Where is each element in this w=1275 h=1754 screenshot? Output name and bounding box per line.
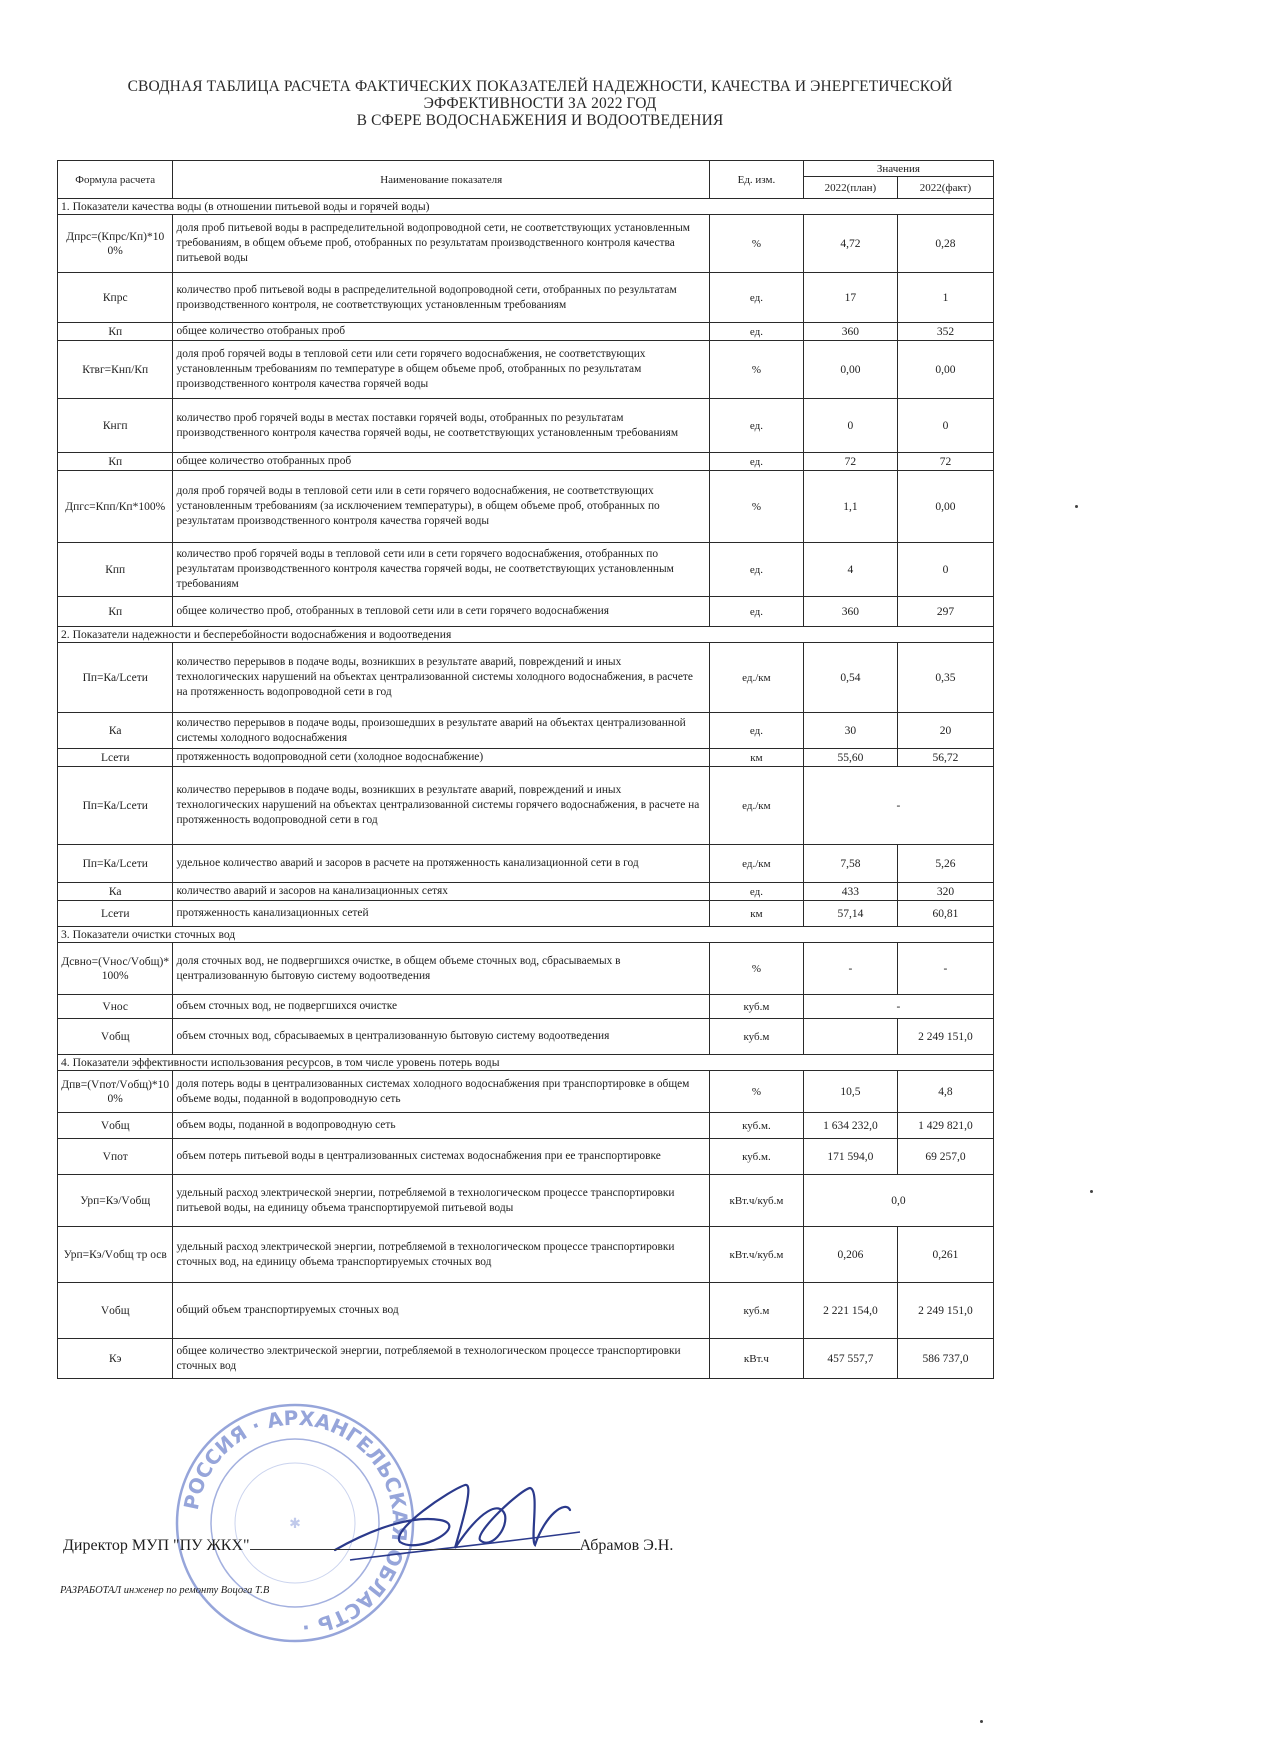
unit-cell: кВт.ч/куб.м xyxy=(709,1175,803,1227)
table-row xyxy=(58,1019,994,1055)
formula-cell: Дпв=(Vпот/Vобщ)*100% xyxy=(58,1071,173,1113)
unit-cell: % xyxy=(709,943,803,995)
formula-cell: Ктвг=Кнп/Кп xyxy=(58,341,173,399)
plan-value-cell: 57,14 xyxy=(803,901,897,927)
indicator-name-cell: количество проб питьевой воды в распределительной водопроводной сети, отобранных по результатам производственного контроля, не соответствующих установленным требованиям xyxy=(173,273,709,323)
plan-value-cell: 433 xyxy=(803,883,897,901)
formula-cell: Дпрс=(Кпрс/Кп)*100% xyxy=(58,215,173,273)
fact-value-cell: 1 429 821,0 xyxy=(897,1113,993,1139)
formula-cell: Пп=Ка/Lсети xyxy=(58,845,173,883)
section-title: 4. Показатели эффективности использования ресурсов, в том числе уровень потерь воды xyxy=(58,1055,994,1071)
plan-value-cell: 4 xyxy=(803,543,897,597)
indicator-name-cell: количество перерывов в подаче воды, возникших в результате аварий, повреждений и иных технологических нарушений на объектах централизованной системы горячего водоснабжения, в расчете на протяженность водопроводной сети в год xyxy=(173,767,709,845)
indicator-name-cell: объем сточных вод, сбрасываемых в централизованную бытовую систему водоотведения xyxy=(173,1019,709,1055)
formula-cell: Кп xyxy=(58,323,173,341)
unit-cell: ед./км xyxy=(709,643,803,713)
table-body xyxy=(58,199,994,1379)
section-title: 2. Показатели надежности и бесперебойности водоснабжения и водоотведения xyxy=(58,627,994,643)
unit-cell: ед. xyxy=(709,399,803,453)
fact-value-cell: 5,26 xyxy=(897,845,993,883)
fact-value-cell: 0,00 xyxy=(897,471,993,543)
formula-cell: Пп=Ка/Lсети xyxy=(58,767,173,845)
unit-cell: % xyxy=(709,471,803,543)
formula-cell: Ка xyxy=(58,713,173,749)
section-row xyxy=(58,1055,994,1071)
fact-value-cell: 0,00 xyxy=(897,341,993,399)
merged-value-cell: 0,0 xyxy=(803,1175,993,1227)
fact-value-cell: 2 249 151,0 xyxy=(897,1019,993,1055)
table-row xyxy=(58,643,994,713)
header-name: Наименование показателя xyxy=(173,161,709,199)
indicator-name-cell: удельное количество аварий и засоров в расчете на протяженность канализационной сети в год xyxy=(173,845,709,883)
section-title: 1. Показатели качества воды (в отношении питьевой воды и горячей воды) xyxy=(58,199,994,215)
official-seal-stamp xyxy=(170,1398,420,1648)
table-row xyxy=(58,1071,994,1113)
title-line-3: В СФЕРЕ ВОДОСНАБЖЕНИЯ И ВОДООТВЕДЕНИЯ xyxy=(356,112,724,129)
formula-cell: Vобщ xyxy=(58,1019,173,1055)
fact-value-cell: 4,8 xyxy=(897,1071,993,1113)
table-row xyxy=(58,1339,994,1379)
formula-cell: Vпот xyxy=(58,1139,173,1175)
scan-speck xyxy=(1075,505,1078,508)
indicator-name-cell: удельный расход электрической энергии, потребляемой в технологическом процессе транспортировки питьевой воды, на единицу объема транспортируемой питьевой воды xyxy=(173,1175,709,1227)
merged-value-cell: - xyxy=(803,767,993,845)
fact-value-cell: 0,28 xyxy=(897,215,993,273)
plan-value-cell: 171 594,0 xyxy=(803,1139,897,1175)
scan-speck xyxy=(1090,1190,1093,1193)
fact-value-cell: 69 257,0 xyxy=(897,1139,993,1175)
plan-value-cell: 457 557,7 xyxy=(803,1339,897,1379)
indicator-name-cell: объем потерь питьевой воды в централизованных системах водоснабжения при ее транспортировке xyxy=(173,1139,709,1175)
header-formula: Формула расчета xyxy=(58,161,173,199)
table-row xyxy=(58,471,994,543)
unit-cell: ед. xyxy=(709,323,803,341)
fact-value-cell: 60,81 xyxy=(897,901,993,927)
indicator-name-cell: общее количество электрической энергии, потребляемой в технологическом процессе транспортировки сточных вод xyxy=(173,1339,709,1379)
fact-value-cell: 0,261 xyxy=(897,1227,993,1283)
fact-value-cell: 0 xyxy=(897,543,993,597)
formula-cell: Lсети xyxy=(58,749,173,767)
plan-value-cell: 0,00 xyxy=(803,341,897,399)
indicator-name-cell: протяженность канализационных сетей xyxy=(173,901,709,927)
unit-cell: куб.м xyxy=(709,1019,803,1055)
table-row xyxy=(58,749,994,767)
section-row xyxy=(58,199,994,215)
table-row xyxy=(58,453,994,471)
indicator-name-cell: общее количество отобраных проб xyxy=(173,323,709,341)
plan-value-cell: 55,60 xyxy=(803,749,897,767)
unit-cell: ед. xyxy=(709,453,803,471)
formula-cell: Урп=Кэ/Vобщ xyxy=(58,1175,173,1227)
unit-cell: ед. xyxy=(709,713,803,749)
formula-cell: Vобщ xyxy=(58,1113,173,1139)
section-row xyxy=(58,927,994,943)
director-name: Абрамов Э.Н. xyxy=(579,1537,674,1554)
plan-value-cell: 360 xyxy=(803,323,897,341)
indicator-name-cell: количество аварий и засоров на канализационных сетях xyxy=(173,883,709,901)
plan-value-cell: 30 xyxy=(803,713,897,749)
indicator-name-cell: количество перерывов в подаче воды, произошедших в результате аварий на объектах централизованной системы холодного водоснабжения xyxy=(173,713,709,749)
table-row xyxy=(58,1113,994,1139)
header-values: Значения xyxy=(803,161,993,177)
indicators-table xyxy=(57,160,994,1379)
indicator-name-cell: объем воды, поданной в водопроводную сеть xyxy=(173,1113,709,1139)
title-line-1: СВОДНАЯ ТАБЛИЦА РАСЧЕТА ФАКТИЧЕСКИХ ПОКАЗАТЕЛЕЙ НАДЕЖНОСТИ, КАЧЕСТВА И ЭНЕРГЕТИЧЕСКОЙ xyxy=(127,78,953,95)
plan-value-cell: - xyxy=(803,943,897,995)
table-row xyxy=(58,901,994,927)
table-row xyxy=(58,1175,994,1227)
formula-cell: Vобщ xyxy=(58,1283,173,1339)
formula-cell: Кэ xyxy=(58,1339,173,1379)
indicator-name-cell: количество проб горячей воды в тепловой сети или в сети горячего водоснабжения, отобранных по результатам производственного контроля качества горячей воды, не соответствующих установленным требованиям xyxy=(173,543,709,597)
fact-value-cell: 320 xyxy=(897,883,993,901)
plan-value-cell: 17 xyxy=(803,273,897,323)
formula-cell: Кп xyxy=(58,597,173,627)
signature-line xyxy=(250,1535,580,1550)
director-signature xyxy=(330,1470,590,1580)
formula-cell: Ка xyxy=(58,883,173,901)
formula-cell: Кнгп xyxy=(58,399,173,453)
unit-cell: ед./км xyxy=(709,767,803,845)
table-row xyxy=(58,713,994,749)
table-row xyxy=(58,1283,994,1339)
unit-cell: ед. xyxy=(709,543,803,597)
unit-cell: км xyxy=(709,749,803,767)
table-row xyxy=(58,1227,994,1283)
table-row xyxy=(58,543,994,597)
plan-value-cell: 7,58 xyxy=(803,845,897,883)
indicator-name-cell: доля сточных вод, не подвергшихся очистке, в общем объеме сточных вод, сбрасываемых в централизованную бытовую систему водоотведения xyxy=(173,943,709,995)
fact-value-cell: 56,72 xyxy=(897,749,993,767)
document-title xyxy=(40,78,1040,129)
formula-cell: Урп=Кэ/Vобщ тр осв xyxy=(58,1227,173,1283)
unit-cell: % xyxy=(709,1071,803,1113)
unit-cell: % xyxy=(709,215,803,273)
formula-cell: Дпгс=Кпп/Кп*100% xyxy=(58,471,173,543)
table-row xyxy=(58,273,994,323)
unit-cell: ед./км xyxy=(709,845,803,883)
fact-value-cell: 0 xyxy=(897,399,993,453)
unit-cell: кВт.ч xyxy=(709,1339,803,1379)
indicator-name-cell: протяженность водопроводной сети (холодное водоснабжение) xyxy=(173,749,709,767)
unit-cell: кВт.ч/куб.м xyxy=(709,1227,803,1283)
table-row xyxy=(58,1139,994,1175)
header-plan: 2022(план) xyxy=(803,177,897,199)
indicator-name-cell: общее количество отобранных проб xyxy=(173,453,709,471)
fact-value-cell: 1 xyxy=(897,273,993,323)
table-row xyxy=(58,995,994,1019)
formula-cell: Vнос xyxy=(58,995,173,1019)
section-title: 3. Показатели очистки сточных вод xyxy=(58,927,994,943)
unit-cell: куб.м. xyxy=(709,1113,803,1139)
table-row xyxy=(58,341,994,399)
formula-cell: Дсвно=(Vнос/Vобщ)*100% xyxy=(58,943,173,995)
fact-value-cell: 0,35 xyxy=(897,643,993,713)
header-unit: Ед. изм. xyxy=(709,161,803,199)
developer-note: РАЗРАБОТАЛ инженер по ремонту Воцога Т.В xyxy=(60,1585,270,1596)
indicator-name-cell: доля проб питьевой воды в распределительной водопроводной сети, не соответствующих установленным требованиям, в общем объеме проб, отобранных по результатам производственного контроля качества питьевой воды xyxy=(173,215,709,273)
table-row xyxy=(58,943,994,995)
plan-value-cell: 0 xyxy=(803,399,897,453)
plan-value-cell: 1,1 xyxy=(803,471,897,543)
fact-value-cell: 20 xyxy=(897,713,993,749)
unit-cell: ед. xyxy=(709,597,803,627)
section-row xyxy=(58,627,994,643)
indicator-name-cell: доля потерь воды в централизованных системах холодного водоснабжения при транспортировке в общем объеме воды, поданной в водопроводную сеть xyxy=(173,1071,709,1113)
table-row xyxy=(58,883,994,901)
table-row xyxy=(58,323,994,341)
plan-value-cell: 10,5 xyxy=(803,1071,897,1113)
indicator-name-cell: количество проб горячей воды в местах поставки горячей воды, отобранных по результатам производственного контроля качества горячей воды, не соответствующих установленным требованиям xyxy=(173,399,709,453)
fact-value-cell: 586 737,0 xyxy=(897,1339,993,1379)
indicator-name-cell: общее количество проб, отобранных в тепловой сети или в сети горячего водоснабжения xyxy=(173,597,709,627)
table-row xyxy=(58,215,994,273)
indicator-name-cell: доля проб горячей воды в тепловой сети или в сети горячего водоснабжения, не соответствующих установленным требованиям (за исключением температуры), в общем объеме проб, отобранных по результатам производственного контроля качества горячей воды xyxy=(173,471,709,543)
fact-value-cell: 2 249 151,0 xyxy=(897,1283,993,1339)
indicator-name-cell: объем сточных вод, не подвергшихся очистке xyxy=(173,995,709,1019)
formula-cell: Lсети xyxy=(58,901,173,927)
unit-cell: ед. xyxy=(709,273,803,323)
plan-value-cell: 4,72 xyxy=(803,215,897,273)
unit-cell: куб.м xyxy=(709,1283,803,1339)
plan-value-cell: 0,206 xyxy=(803,1227,897,1283)
plan-value-cell: 1 634 232,0 xyxy=(803,1113,897,1139)
director-title: Директор МУП "ПУ ЖКХ" xyxy=(63,1537,250,1554)
unit-cell: км xyxy=(709,901,803,927)
formula-cell: Кп xyxy=(58,453,173,471)
plan-value-cell: 360 xyxy=(803,597,897,627)
formula-cell: Пп=Ка/Lсети xyxy=(58,643,173,713)
plan-value-cell: 0,54 xyxy=(803,643,897,713)
table-row xyxy=(58,597,994,627)
header-fact: 2022(факт) xyxy=(897,177,993,199)
formula-cell: Кпрс xyxy=(58,273,173,323)
table-row xyxy=(58,845,994,883)
merged-value-cell: - xyxy=(803,995,993,1019)
plan-value-cell: 72 xyxy=(803,453,897,471)
svg-text:✱: ✱ xyxy=(289,1516,301,1532)
fact-value-cell: 72 xyxy=(897,453,993,471)
indicator-name-cell: доля проб горячей воды в тепловой сети или сети горячего водоснабжения, не соответствующих установленным требованиям по температуре в общем объеме проб, отобранных по результатам производственного контроля качества горячей воды xyxy=(173,341,709,399)
indicator-name-cell: количество перерывов в подаче воды, возникших в результате аварий, повреждений и иных технологических нарушений на объектах централизованной системы холодного водоснабжения, в расчете на протяженность водопроводной сети в год xyxy=(173,643,709,713)
table-row xyxy=(58,399,994,453)
fact-value-cell: 352 xyxy=(897,323,993,341)
formula-cell: Кпп xyxy=(58,543,173,597)
scan-speck xyxy=(980,1720,983,1723)
plan-value-cell: 2 221 154,0 xyxy=(803,1283,897,1339)
unit-cell: ед. xyxy=(709,883,803,901)
unit-cell: куб.м xyxy=(709,995,803,1019)
director-sign-line xyxy=(63,1535,673,1555)
unit-cell: куб.м. xyxy=(709,1139,803,1175)
fact-value-cell: 297 xyxy=(897,597,993,627)
title-line-2: ЭФФЕКТИВНОСТИ ЗА 2022 ГОД xyxy=(423,95,657,112)
plan-value-cell xyxy=(803,1019,897,1055)
svg-text:РОССИЯ · АРХАНГЕЛЬСКАЯ ОБЛАСТЬ: РОССИЯ · АРХАНГЕЛЬСКАЯ ОБЛАСТЬ · xyxy=(178,1405,413,1640)
table-row xyxy=(58,767,994,845)
fact-value-cell: - xyxy=(897,943,993,995)
unit-cell: % xyxy=(709,341,803,399)
indicator-name-cell: общий объем транспортируемых сточных вод xyxy=(173,1283,709,1339)
indicator-name-cell: удельный расход электрической энергии, потребляемой в технологическом процессе транспортировки сточных вод, на единицу объема транспортируемых сточных вод xyxy=(173,1227,709,1283)
